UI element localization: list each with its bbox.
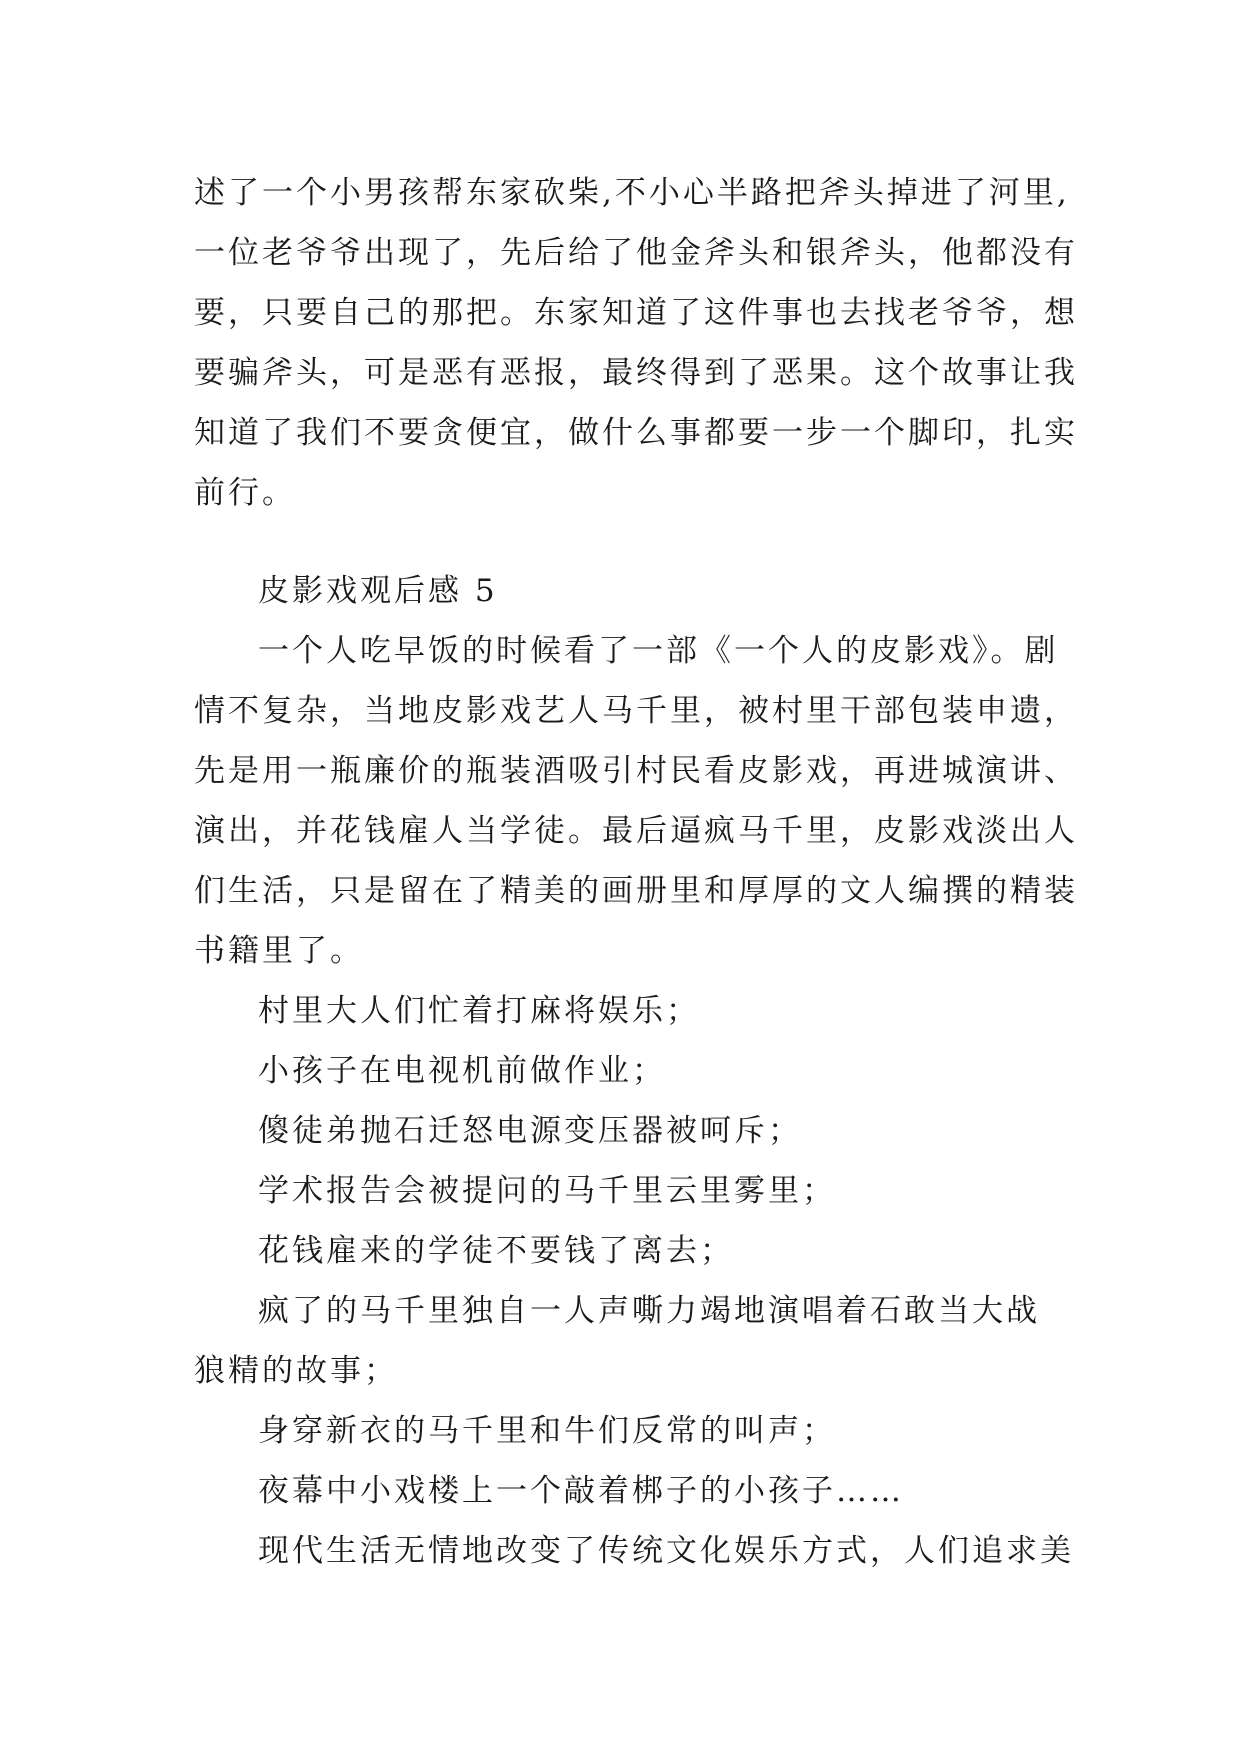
list-item: 身穿新衣的马千里和牛们反常的叫声； xyxy=(258,1413,836,1449)
scene-list-2 xyxy=(194,1401,1094,1581)
text-line: 先是用一瓶廉价的瓶装酒吸引村民看皮影戏，再进城演讲、 xyxy=(194,753,1078,789)
essay-section xyxy=(194,561,1094,1581)
text-line: 疯了的马千里独自一人声嘶力竭地演唱着石敢当大战 xyxy=(258,1293,1040,1329)
text-line: 知道了我们不要贪便宜，做什么事都要一步一个脚印，扎实 xyxy=(194,415,1078,451)
text-line: 述了一个小男孩帮东家砍柴,不小心半路把斧头掉进了河里, xyxy=(194,175,1070,211)
text-line: 现代生活无情地改变了传统文化娱乐方式，人们追求美 xyxy=(258,1533,1074,1569)
text-line: 情不复杂，当地皮影戏艺人马千里，被村里干部包装申遗， xyxy=(194,693,1078,729)
text-line: 们生活，只是留在了精美的画册里和厚厚的文人编撰的精装 xyxy=(194,873,1078,909)
list-item: 傻徒弟抛石迁怒电源变压器被呵斥； xyxy=(258,1113,802,1149)
list-item: 花钱雇来的学徒不要钱了离去； xyxy=(258,1233,734,1269)
text-line: 演出，并花钱雇人当学徒。最后逼疯马千里，皮影戏淡出人 xyxy=(194,813,1078,849)
text-line: 要，只要自己的那把。东家知道了这件事也去找老爷爷，想 xyxy=(194,295,1078,331)
text-line: 一位老爷爷出现了，先后给了他金斧头和银斧头，他都没有 xyxy=(194,235,1078,271)
list-item: 村里大人们忙着打麻将娱乐； xyxy=(258,993,700,1029)
text-line: 前行。 xyxy=(194,475,296,511)
text-line: 一个人吃早饭的时候看了一部《一个人的皮影戏》。剧 xyxy=(258,633,1059,669)
paragraph-1 xyxy=(194,621,1094,981)
list-item: 学术报告会被提问的马千里云里雾里； xyxy=(258,1173,836,1209)
text-line: 狼精的故事； xyxy=(194,1353,398,1389)
text-line: 要骗斧头，可是恶有恶报，最终得到了恶果。这个故事让我 xyxy=(194,355,1078,391)
paragraph-2 xyxy=(194,1281,1094,1401)
section-heading: 皮影戏观后感 5 xyxy=(258,573,498,609)
text-line: 书籍里了。 xyxy=(194,933,364,969)
scene-list xyxy=(194,981,1094,1281)
list-item: 小孩子在电视机前做作业； xyxy=(258,1053,666,1089)
continuation-paragraph xyxy=(194,163,1094,523)
list-item: 夜幕中小戏楼上一个敲着梆子的小孩子…… xyxy=(258,1473,904,1509)
